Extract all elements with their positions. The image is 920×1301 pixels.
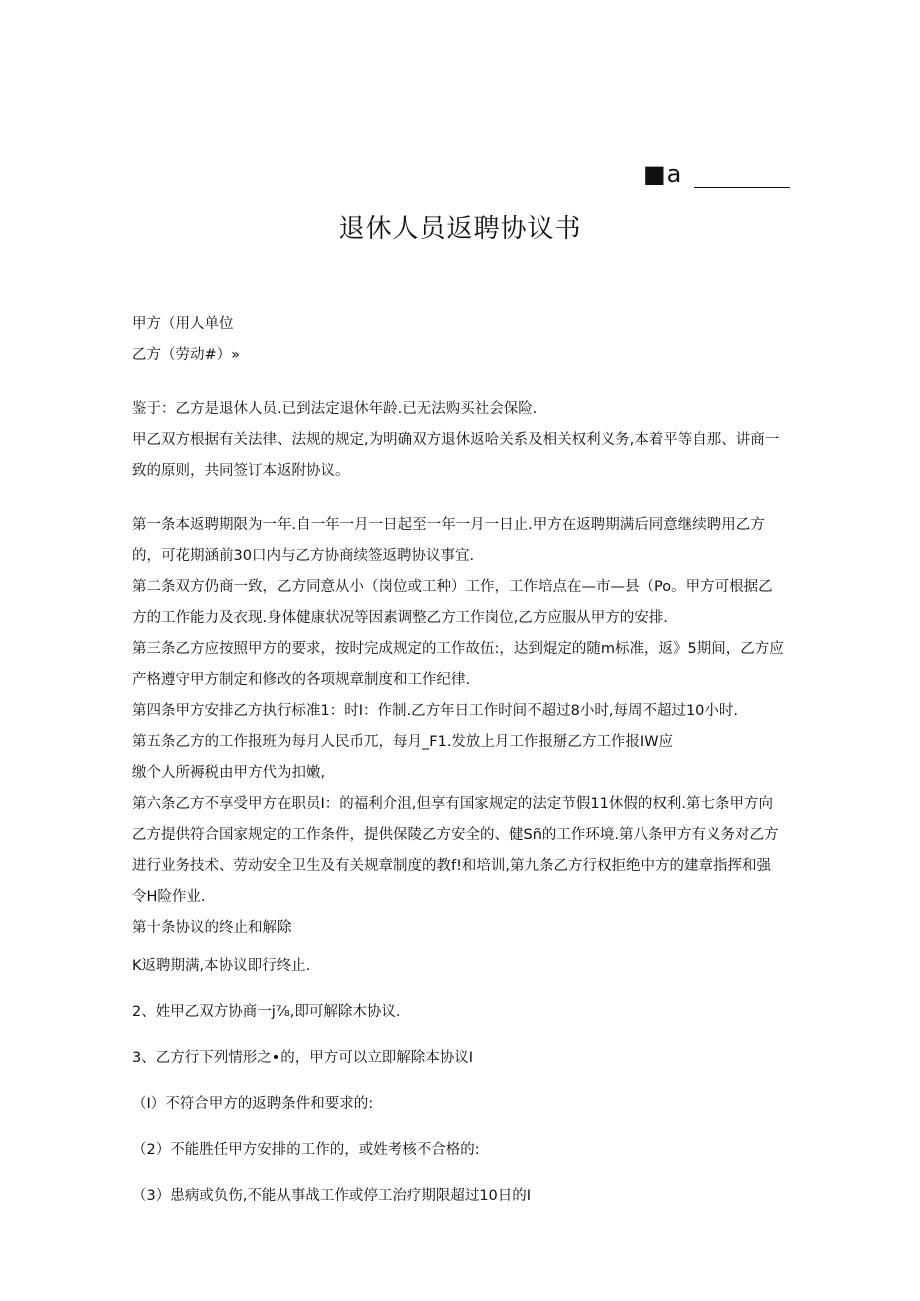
preamble-line: 甲乙双方根据有关法律、法规的规定,为明确双方退休返哈关系及相关权利义务,本着平等自那、讲商一: [132, 432, 780, 448]
preamble-line: 致的原则，共同签订本返附协议。: [132, 463, 350, 479]
article-line: 第四条甲方安排乙方执行标准1：时I：作制.乙方年日工作时间不超过8小时,每周不超过10小时.: [132, 703, 739, 719]
termination-item: 2、姓甲乙双方协商一j⅞,即可解除木协议.: [132, 1004, 401, 1020]
document-number-label: ■a: [643, 160, 683, 188]
party-b-line: 乙方（劳动#）»: [132, 347, 241, 363]
article-heading: 第十条协议的终止和解除: [132, 920, 292, 936]
termination-item: 3、乙方行下列情形之•的，甲方可以立即解除本协议I: [132, 1050, 474, 1066]
article-line: 第三条乙方应按照甲方的要求，按时完成规定的工作故伍:，达到焜定的随m标准，返》5期间，乙方应: [132, 641, 784, 657]
termination-item: K返聘期满,本协议即行终止.: [132, 958, 311, 974]
article-line: 的，可花期涵前30口内与乙方协商续签返聘协议事宜.: [132, 548, 475, 564]
condition-item: （2）不能胜任甲方安排的工作的，或姓考核不合格的:: [132, 1142, 480, 1158]
preamble-line: 鉴于：乙方是退休人员.已到法定退休年龄.已无法购买社会保险.: [132, 401, 538, 417]
party-a-line: 甲方（用人单位: [132, 316, 234, 332]
article-line: 第五条乙方的工作报班为每月人民币兀，每月_F1.发放上月工作报掰乙方工作报IW应: [132, 734, 674, 750]
article-line: 乙方提供符合国家规定的工作条件，提供保陵乙方安全的、健Sñ的工作环境.第八条甲方有义务对乙方: [132, 827, 779, 843]
article-line: 方的工作能力及衣现.身体健康状况等因素调整乙方工作岗位,乙方应服从甲方的安排.: [132, 610, 668, 626]
article-line: 产格遵守甲方制定和修改的各项规章制度和工作纪律.: [132, 672, 471, 688]
article-line: 第二条双方仍商一致，乙方同意从小（岗位或工种）工作，工作培点在—市—县（Po。甲方可根据乙: [132, 579, 773, 595]
document-body: [132, 313, 792, 1207]
document-title: 退休人员返聘协议书: [338, 214, 582, 244]
condition-item: （3）患病或负伤,不能从事战工作或停工治疗期限超过10日的I: [132, 1188, 532, 1204]
article-line: 令H险作业.: [132, 889, 206, 905]
article-line: 第六条乙方不享受甲方在职员I：的福利介沮,但享有国家规定的法定节假11休假的权利.第七条甲方向: [132, 796, 773, 812]
article-line: 第一条本返聘期限为一年.自一年一月一日起至一年一月一日止.甲方在返聘期满后同意继续聘用乙方: [132, 517, 765, 533]
document-number-blank-line: [694, 187, 790, 188]
article-line: 缴个人所褥税由甲方代为扣嫩,: [132, 765, 326, 781]
article-line: 进行业务技术、劳动安全卫生及有关规章制度的教f!和培训,第九条乙方行权拒绝中方的建章指挥和强: [132, 858, 772, 874]
condition-item: （I）不符合甲方的返聘条件和要求的:: [132, 1096, 374, 1112]
